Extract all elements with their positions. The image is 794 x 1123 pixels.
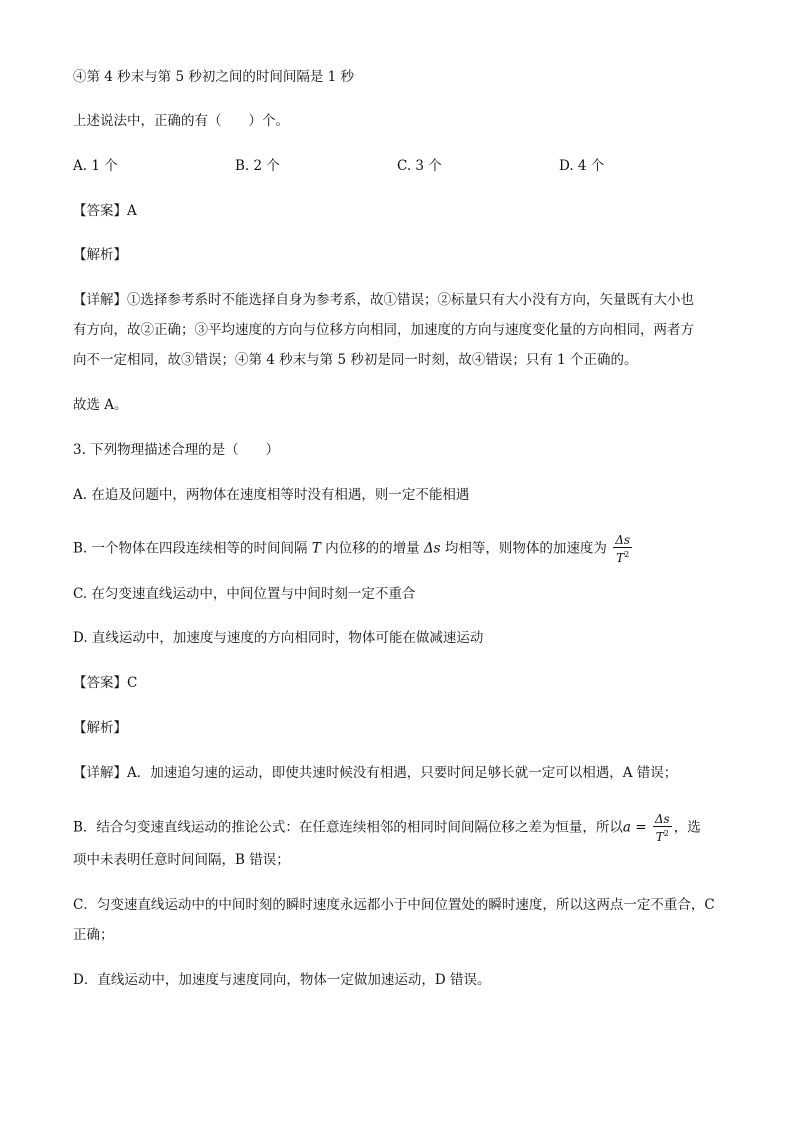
q3-answer	[73, 673, 137, 693]
q2-detail-line-2: 有方向，故②正确；③平均速度的方向与位移方向相同，加速度的方向与速度变化量的方向相同，两者方	[73, 322, 694, 338]
fraction-delta-s-over-t-squared	[653, 812, 672, 844]
q3-detail-b-text: B．结合匀变速直线运动的推论公式：在任意连续相邻的相同时间间隔位移之差为恒量，所以	[73, 819, 623, 836]
q3-detail-c-line-2: 正确；	[73, 927, 114, 943]
answer-value: C	[127, 675, 138, 691]
q3-option-b	[73, 533, 634, 565]
question-prompt: 上述说法中，正确的有（ ）个。	[73, 113, 289, 129]
q3-option-a: A. 在追及问题中，两物体在速度相等时没有相遇，则一定不能相遇	[73, 487, 470, 503]
q2-conclusion: 故选 A。	[73, 397, 128, 413]
q2-answer	[73, 201, 137, 221]
q2-option-c: C. 3 个	[397, 158, 442, 174]
equals-sign: =	[630, 819, 651, 836]
q3-detail-a: 【详解】A．加速追匀速的运动，即使共速时候没有相遇，只要时间足够长就一定可以相遇，A 错误；	[73, 765, 678, 781]
statement-4: ④第 4 秒末与第 5 秒初之间的时间间隔是 1 秒	[73, 69, 355, 85]
q3-stem: 3. 下列物理描述合理的是（ ）	[73, 442, 280, 458]
q3-option-d: D. 直线运动中，加速度与速度的方向相同时，物体可能在做减速运动	[73, 630, 484, 646]
q2-detail-line-3: 向不一定相同，故③错误；④第 4 秒末与第 5 秒初是同一时刻，故④错误；只有 1 个正确的。	[73, 352, 638, 368]
q2-detail-line-1: 【详解】①选择参考系时不能选择自身为参考系，故①错误；②标量只有大小没有方向，矢量既有大小也	[73, 292, 694, 308]
q3-detail-b	[73, 812, 701, 844]
fraction-denominator: $T^2$	[655, 829, 669, 844]
q2-option-a: A. 1 个	[73, 158, 118, 174]
answer-label: 【答案】	[73, 203, 127, 219]
q2-options	[73, 156, 721, 176]
symbol-a: a	[622, 819, 631, 836]
q3-detail-c-line-1: C．匀变速直线运动中的中间时刻的瞬时速度永远都小于中间位置处的瞬时速度，所以这两点一定不重合，C	[73, 897, 715, 913]
q3-detail-b-tail: ，选	[673, 819, 701, 836]
fraction-delta-s-over-t-squared	[613, 533, 632, 565]
symbol-delta-s: Δs	[423, 540, 441, 557]
answer-value: A	[127, 203, 137, 219]
q3-option-b-text-2: 内位移的的增量	[325, 540, 420, 557]
fraction-numerator: Δs	[654, 812, 670, 826]
q3-detail-d: D．直线运动中，加速度与速度同向，物体一定做加速运动，D 错误。	[73, 972, 491, 988]
q3-option-c: C. 在匀变速直线运动中，中间位置与中间时刻一定不重合	[73, 586, 416, 602]
q2-analysis-label: 【解析】	[73, 247, 127, 263]
q3-option-b-text-3: 均相等，则物体的加速度为	[444, 540, 607, 557]
q2-option-d: D. 4 个	[559, 158, 605, 174]
fraction-numerator: Δs	[615, 533, 631, 547]
symbol-T: T	[311, 540, 321, 557]
q3-option-b-text-1: B. 一个物体在四段连续相等的时间间隔	[73, 540, 308, 557]
answer-label: 【答案】	[73, 675, 127, 691]
fraction-denominator: $T^2$	[616, 550, 630, 565]
q3-analysis-label: 【解析】	[73, 720, 127, 736]
q3-detail-b-line-2: 项中未表明任意时间间隔，B 错误；	[73, 852, 290, 868]
q2-option-b: B. 2 个	[235, 158, 280, 174]
